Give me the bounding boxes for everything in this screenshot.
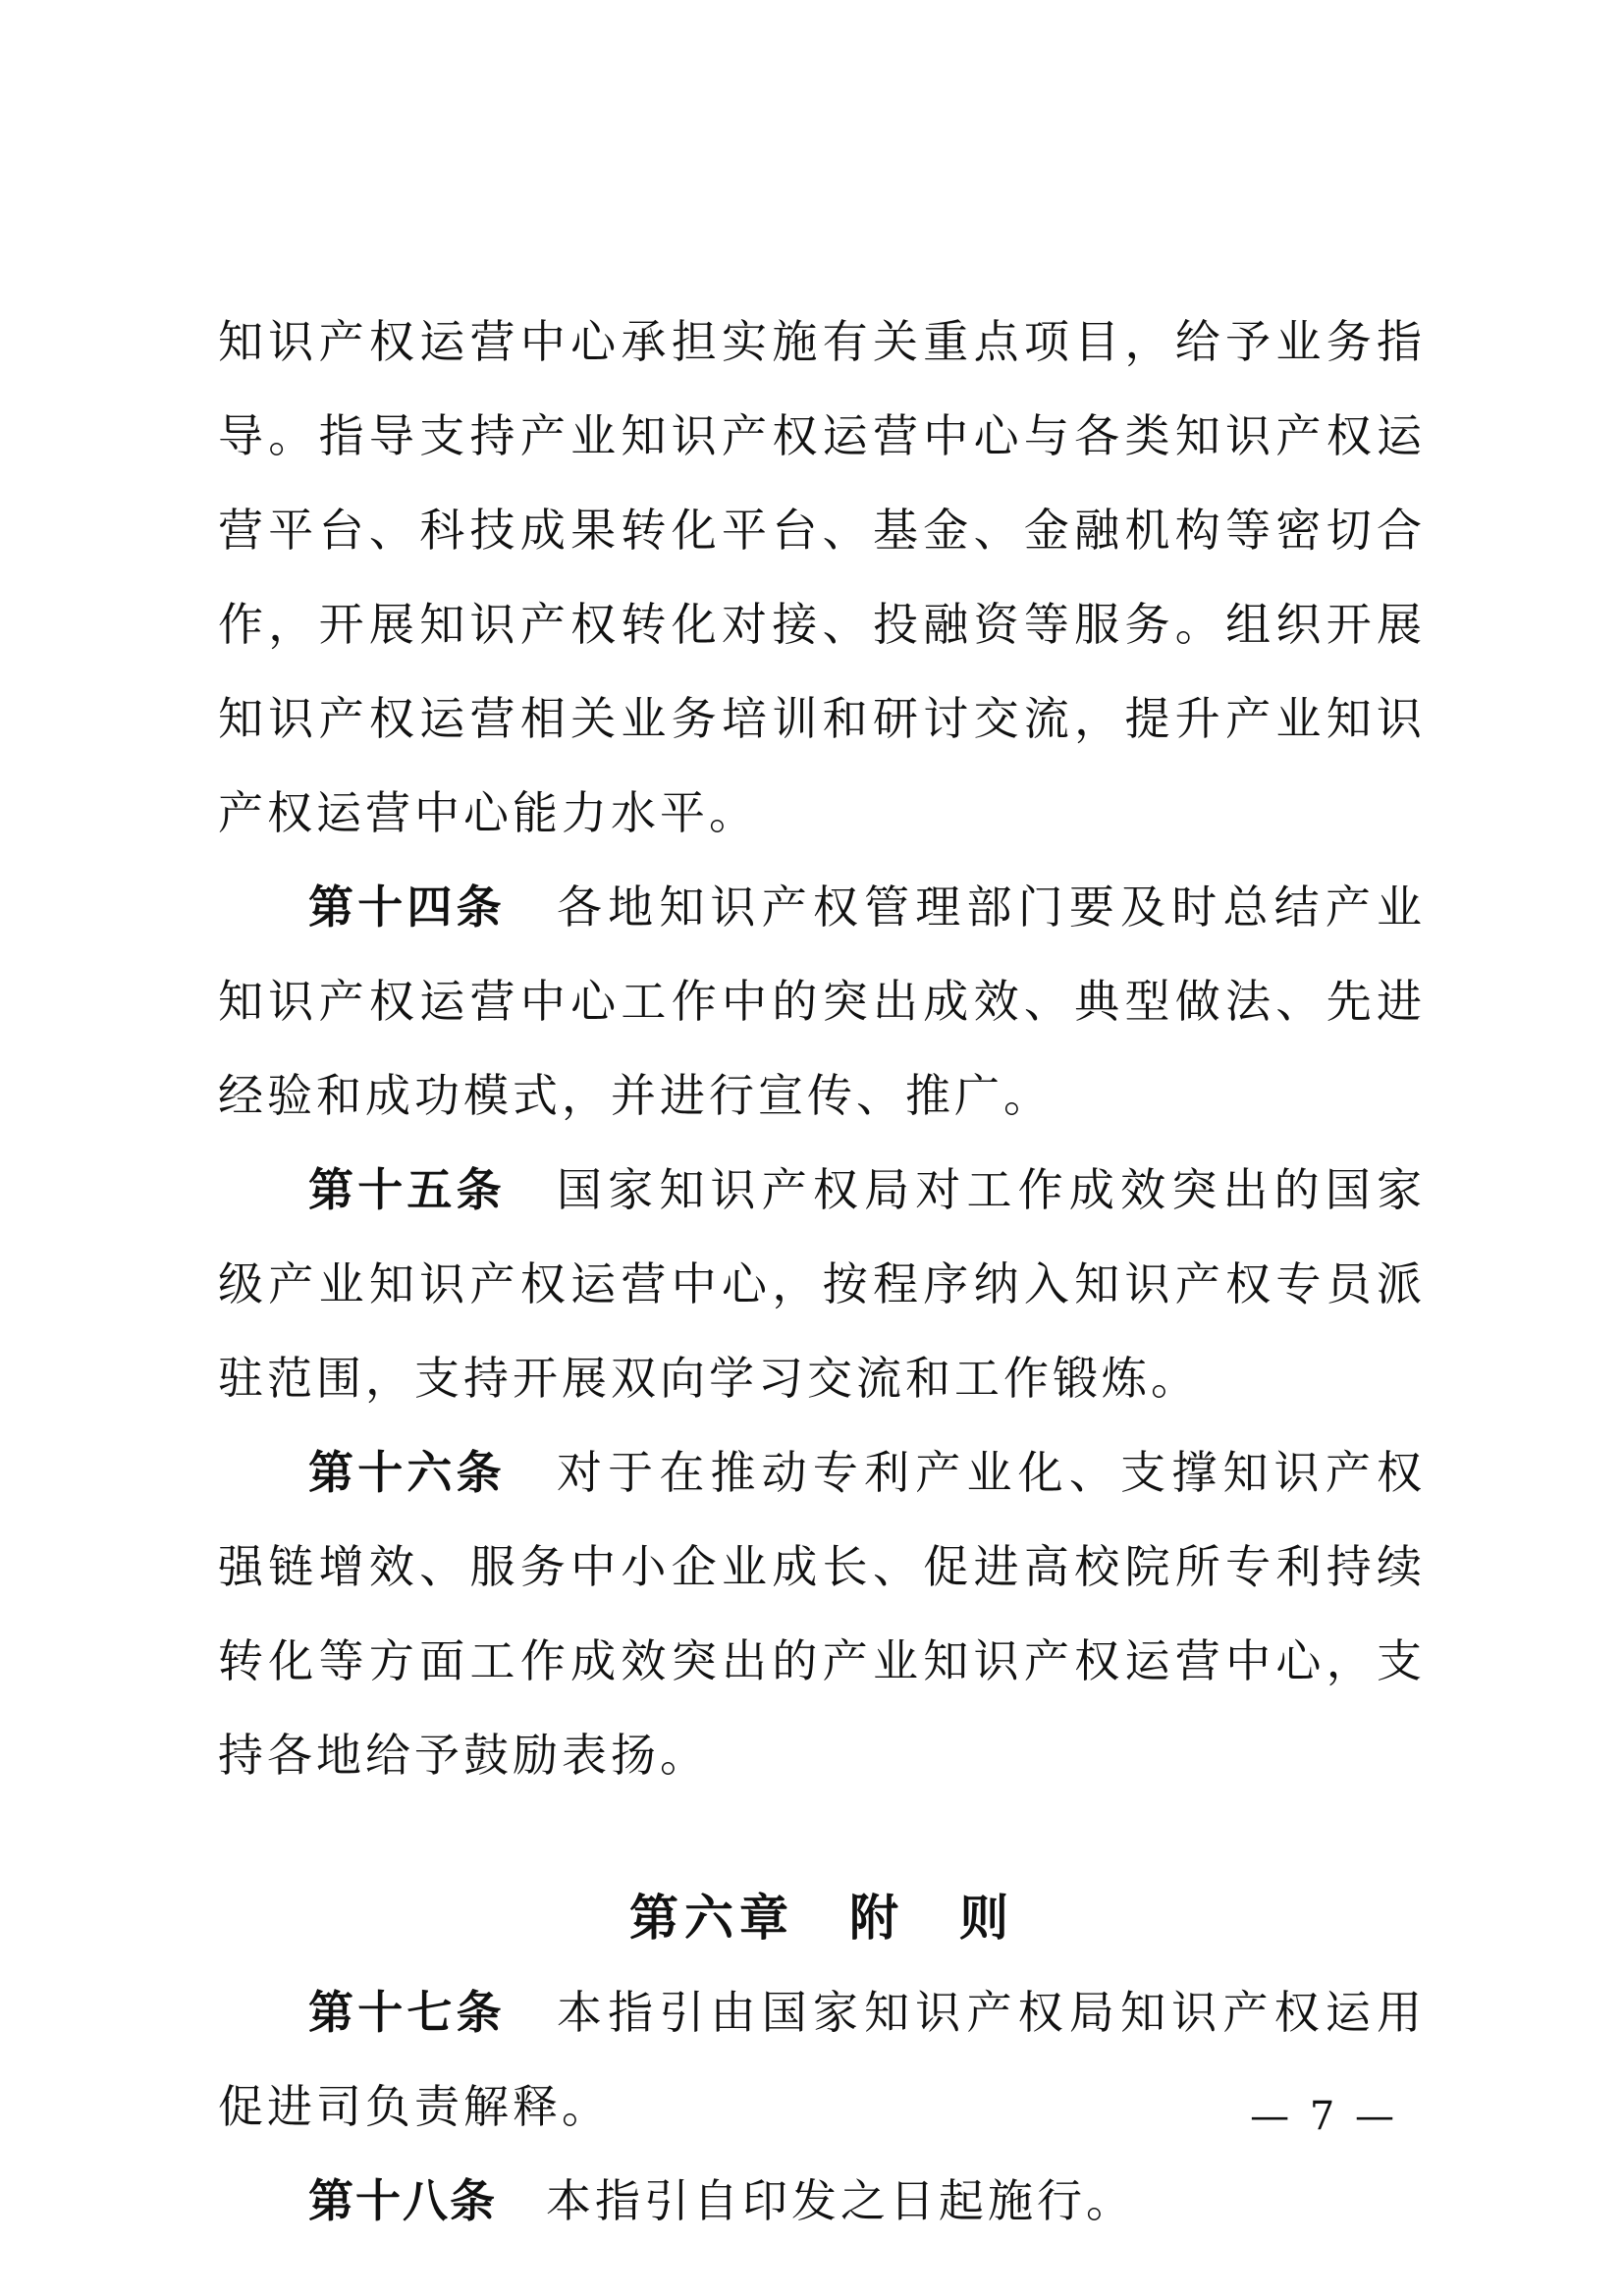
paragraph-text: 知识产权运营中心承担实施有关重点项目，给予业务指导。指导支持产业知识产权运营中心与各类知识产权运营平台、科技成果转化平台、基金、金融机构等密切合作，开展知识产权转化对接、投融资等服务。组织开展知识产权运营相关业务培训和研讨交流，提升产业知识产权运营中心能力水平。	[218, 315, 1426, 839]
article-text: 国家知识产权局对工作成效突出的国家级产业知识产权运营中心，按程序纳入知识产权专员派驻范围，支持开展双向学习交流和工作锻炼。	[218, 1163, 1427, 1405]
paragraph-continuation	[218, 294, 1426, 860]
article-text: 各地知识产权管理部门要及时总结产业知识产权运营中心工作中的突出成效、典型做法、先进经验和成功模式，并进行宣传、推广。	[218, 881, 1427, 1122]
article-17	[218, 1965, 1426, 2154]
article-text: 本指引自印发之日起施行。	[546, 2174, 1135, 2227]
article-14	[218, 860, 1426, 1143]
article-text: 对于在推动专利产业化、支撑知识产权强链增效、服务中小企业成长、促进高校院所专利持续转化等方面工作成效突出的产业知识产权运营中心，支持各地给予鼓励表扬。	[218, 1446, 1427, 1782]
document-body	[218, 294, 1426, 2248]
article-heading: 第十六条	[308, 1446, 506, 1499]
page-number: — 7 —	[1250, 2094, 1398, 2139]
article-text: 本指引由国家知识产权局知识产权运用促进司负责解释。	[218, 1986, 1427, 2133]
chapter-title: 第六章 附 则	[629, 1890, 1014, 1947]
article-heading: 第十七条	[308, 1986, 506, 2039]
article-heading: 第十五条	[308, 1163, 506, 1216]
article-15	[218, 1143, 1426, 1425]
article-heading: 第十八条	[308, 2174, 497, 2227]
article-16	[218, 1425, 1426, 1802]
article-18	[218, 2154, 1426, 2248]
article-heading: 第十四条	[308, 881, 506, 934]
